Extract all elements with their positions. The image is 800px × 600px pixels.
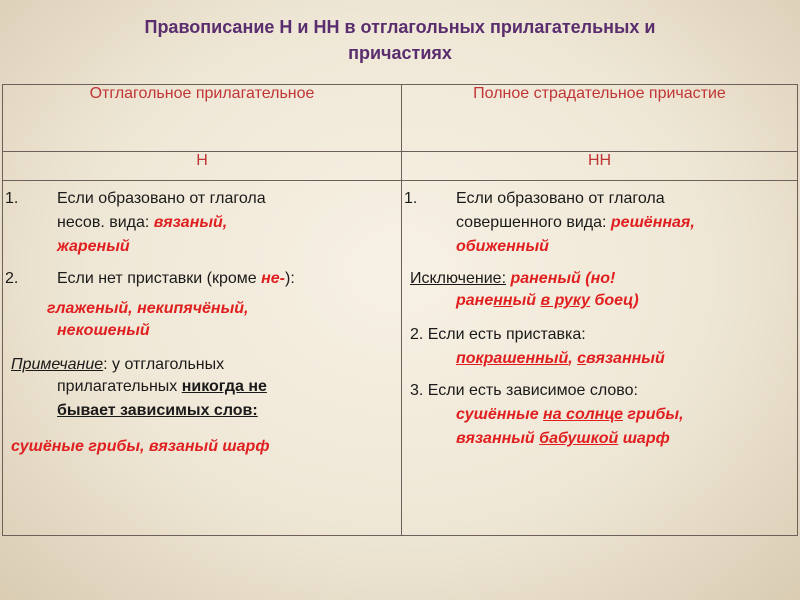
left-item1-example-2: жареный	[57, 238, 130, 255]
left-item2-example-1: глаженый, некипячёный,	[47, 300, 249, 317]
left-note: Примечание: у отглагольных	[11, 356, 225, 373]
right-item1-num: 1.	[404, 190, 418, 207]
header-participle: Полное страдательное причастие	[402, 85, 798, 152]
right-item2-example: покрашенный, связанный	[456, 350, 665, 367]
left-note-line2: прилагательных никогда не	[57, 378, 267, 395]
header-row	[3, 85, 798, 152]
left-item1-text: Если образовано от глагола	[57, 190, 266, 207]
right-item3-example-1: сушённые на солнце грибы,	[456, 406, 684, 423]
left-item2-text: Если нет приставки (кроме не-):	[57, 270, 295, 287]
right-cell	[402, 181, 798, 536]
left-item1-num: 1.	[5, 190, 19, 207]
left-note-example: сушёные грибы, вязаный шарф	[11, 438, 270, 455]
body-row	[3, 181, 798, 536]
left-item1-example-1: вязаный,	[153, 214, 228, 231]
right-exception-label: Исключение:	[410, 270, 507, 287]
right-item1-text: Если образовано от глагола	[456, 190, 665, 207]
left-item2-example-2: некошеный	[57, 322, 150, 339]
right-item3-text: 3. Если есть зависимое слово:	[410, 382, 638, 399]
right-item1-example-1: решённая,	[610, 214, 695, 231]
right-exception-example-2: раненный в руку боец)	[456, 292, 639, 309]
left-item2-num: 2.	[5, 270, 19, 287]
right-item2-text: 2. Если есть приставка:	[410, 326, 586, 343]
left-note-line3: бывает зависимых слов:	[57, 402, 258, 419]
title-line-1: Правописание Н и НН в отглагольных прилагательных и	[144, 17, 656, 37]
rules-table	[2, 84, 798, 536]
left-note-never: никогда не	[181, 378, 267, 395]
subheader-row	[3, 152, 798, 181]
left-cell	[3, 181, 402, 536]
subheader-nn: НН	[402, 152, 798, 181]
left-item1-line2: несов. вида: вязаный,	[57, 214, 228, 231]
right-exception-example-1: раненый (но!	[506, 270, 616, 287]
right-item3-example-2: вязанный бабушкой шарф	[456, 430, 670, 447]
page-title	[60, 14, 740, 66]
right-item1-line2: совершенного вида: решённая,	[456, 214, 695, 231]
right-exception	[410, 269, 615, 289]
left-item2-ne: не-	[261, 270, 285, 287]
left-note-label: Примечание	[11, 356, 104, 373]
right-item1-example-2: обиженный	[456, 238, 549, 255]
subheader-n: Н	[3, 152, 402, 181]
title-line-2: причастиях	[348, 43, 452, 63]
header-adjective: Отглагольное прилагательное	[3, 85, 402, 152]
